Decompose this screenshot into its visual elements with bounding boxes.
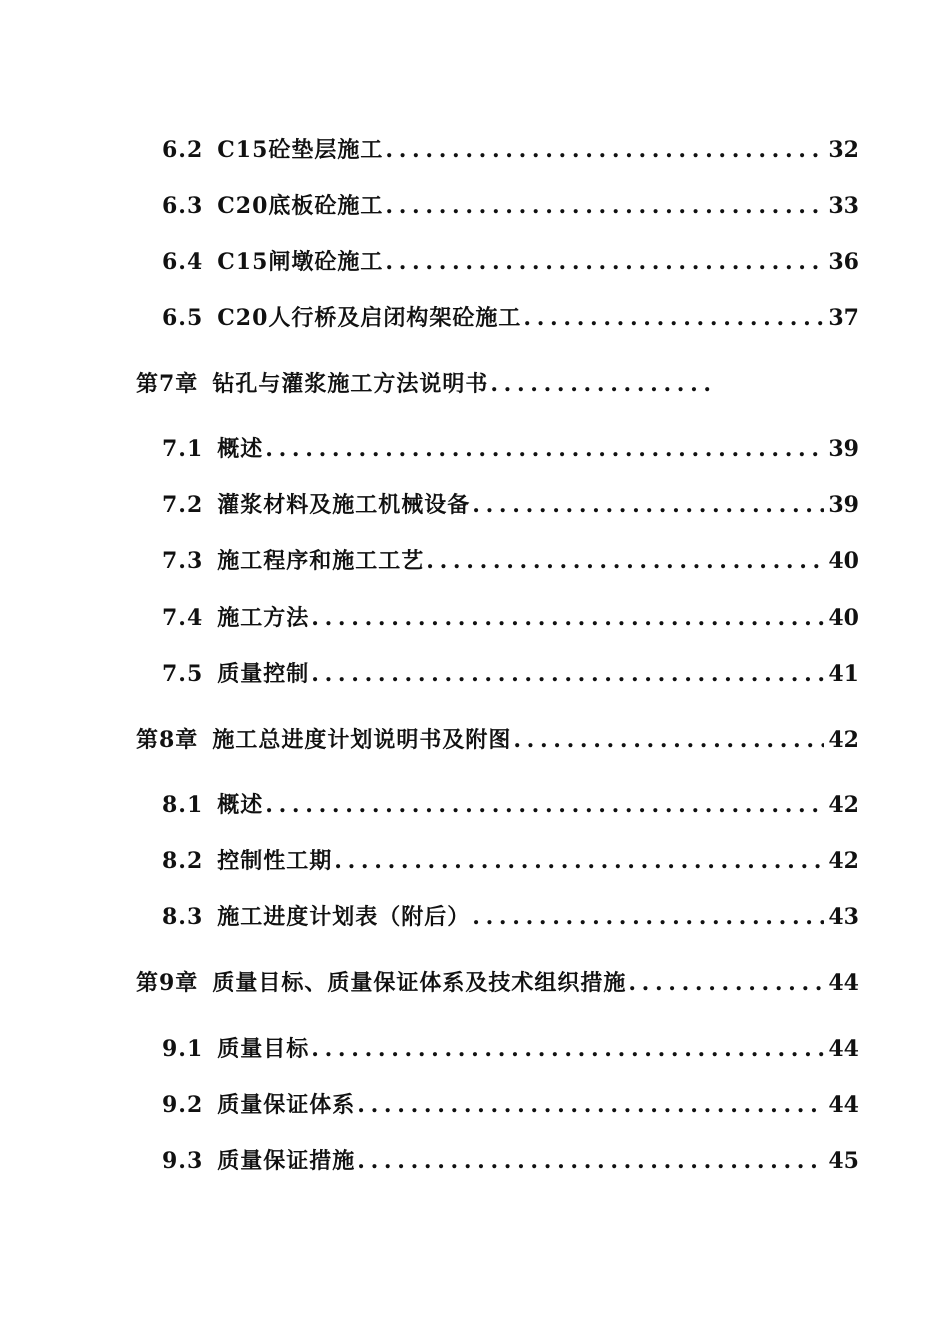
toc-leader-dots (385, 191, 824, 221)
toc-chapter-number: 第7章 (136, 371, 199, 397)
toc-title: 控制性工期 (217, 848, 333, 874)
toc-line[interactable] (162, 790, 859, 820)
toc-title: 概述 (217, 792, 264, 818)
toc-page-number: 39 (828, 436, 859, 462)
toc-leader-dots (357, 1090, 824, 1120)
toc-page-number: 36 (828, 249, 859, 275)
toc-title: 质量控制 (217, 661, 310, 687)
toc-leader-dots (472, 490, 824, 520)
toc-page-number: 42 (828, 792, 859, 818)
toc-title: 概述 (217, 436, 264, 462)
toc-title: C15砼垫层施工 (217, 137, 384, 163)
toc-page-number: 44 (828, 1092, 859, 1118)
toc-page-number: 45 (828, 1148, 859, 1174)
toc-line[interactable] (162, 846, 859, 876)
toc-line[interactable] (162, 1090, 859, 1120)
toc-number: 7.5 (162, 661, 204, 687)
toc-title: 质量保证体系 (217, 1092, 356, 1118)
toc-leader-dots (311, 603, 824, 633)
toc-title: 施工方法 (217, 605, 310, 631)
toc-leader-dots (523, 303, 824, 333)
toc-page-number: 42 (828, 848, 859, 874)
toc-leader-dots (385, 135, 824, 165)
toc-line[interactable] (162, 603, 859, 633)
toc-number: 8.1 (162, 792, 204, 818)
toc-number: 7.3 (162, 548, 204, 574)
toc-line[interactable] (162, 659, 859, 689)
toc-line[interactable] (162, 490, 859, 520)
toc-leader-dots (265, 790, 824, 820)
toc-page-number: 39 (828, 492, 859, 518)
toc-line[interactable] (162, 902, 859, 932)
toc-leader-dots (311, 1034, 824, 1064)
toc-page-number: 42 (828, 727, 859, 753)
toc-title: C20底板砼施工 (217, 193, 384, 219)
toc-line[interactable] (162, 191, 859, 221)
toc-number: 8.3 (162, 904, 204, 930)
toc-chapter-title: 钻孔与灌浆施工方法说明书 (212, 371, 489, 397)
toc-title: 施工程序和施工工艺 (217, 548, 425, 574)
toc-chapter-line[interactable] (136, 369, 722, 399)
toc-page-number: 40 (828, 548, 859, 574)
toc-number: 7.2 (162, 492, 204, 518)
toc-chapter-title: 质量目标、质量保证体系及技术组织措施 (212, 970, 627, 996)
toc-leader-dots (628, 968, 824, 998)
toc-number: 7.1 (162, 436, 204, 462)
toc-number: 6.3 (162, 193, 204, 219)
toc-page-number: 43 (828, 904, 859, 930)
toc-chapter-number: 第8章 (136, 727, 199, 753)
toc-number: 9.3 (162, 1148, 204, 1174)
toc-line[interactable] (162, 1034, 859, 1064)
toc-line[interactable] (162, 247, 859, 277)
toc-leader-dots (513, 725, 824, 755)
toc-number: 7.4 (162, 605, 204, 631)
toc-leader-dots (490, 369, 718, 399)
toc-leader-dots (472, 902, 824, 932)
toc-number: 9.1 (162, 1036, 204, 1062)
toc-page-number: 44 (828, 970, 859, 996)
toc-leader-dots (357, 1146, 824, 1176)
toc-page-number: 37 (828, 305, 859, 331)
toc-title: C15闸墩砼施工 (217, 249, 384, 275)
toc-line[interactable] (162, 303, 859, 333)
toc-leader-dots (265, 434, 824, 464)
toc-leader-dots (385, 247, 824, 277)
toc-number: 8.2 (162, 848, 204, 874)
toc-page-number: 32 (828, 137, 859, 163)
toc-chapter-title: 施工总进度计划说明书及附图 (212, 727, 512, 753)
toc-leader-dots (311, 659, 824, 689)
toc-line[interactable] (162, 546, 859, 576)
toc-leader-dots (334, 846, 824, 876)
toc-line[interactable] (162, 1146, 859, 1176)
toc-number: 6.2 (162, 137, 204, 163)
toc-title: 质量保证措施 (217, 1148, 356, 1174)
toc-page-number: 41 (828, 661, 859, 687)
toc-chapter-line[interactable] (136, 725, 859, 755)
toc-title: C20人行桥及启闭构架砼施工 (217, 305, 522, 331)
toc-chapter-line[interactable] (136, 968, 859, 998)
toc-page-number: 44 (828, 1036, 859, 1062)
toc-number: 6.4 (162, 249, 204, 275)
toc-leader-dots (426, 546, 824, 576)
toc-page-number: 33 (828, 193, 859, 219)
toc-title: 施工进度计划表（附后） (217, 904, 471, 930)
toc-number: 9.2 (162, 1092, 204, 1118)
toc-chapter-number: 第9章 (136, 970, 199, 996)
toc-line[interactable] (162, 434, 859, 464)
toc-title: 质量目标 (217, 1036, 310, 1062)
toc-line[interactable] (162, 135, 859, 165)
toc-title: 灌浆材料及施工机械设备 (217, 492, 471, 518)
toc-page-number: 40 (828, 605, 859, 631)
toc-number: 6.5 (162, 305, 204, 331)
